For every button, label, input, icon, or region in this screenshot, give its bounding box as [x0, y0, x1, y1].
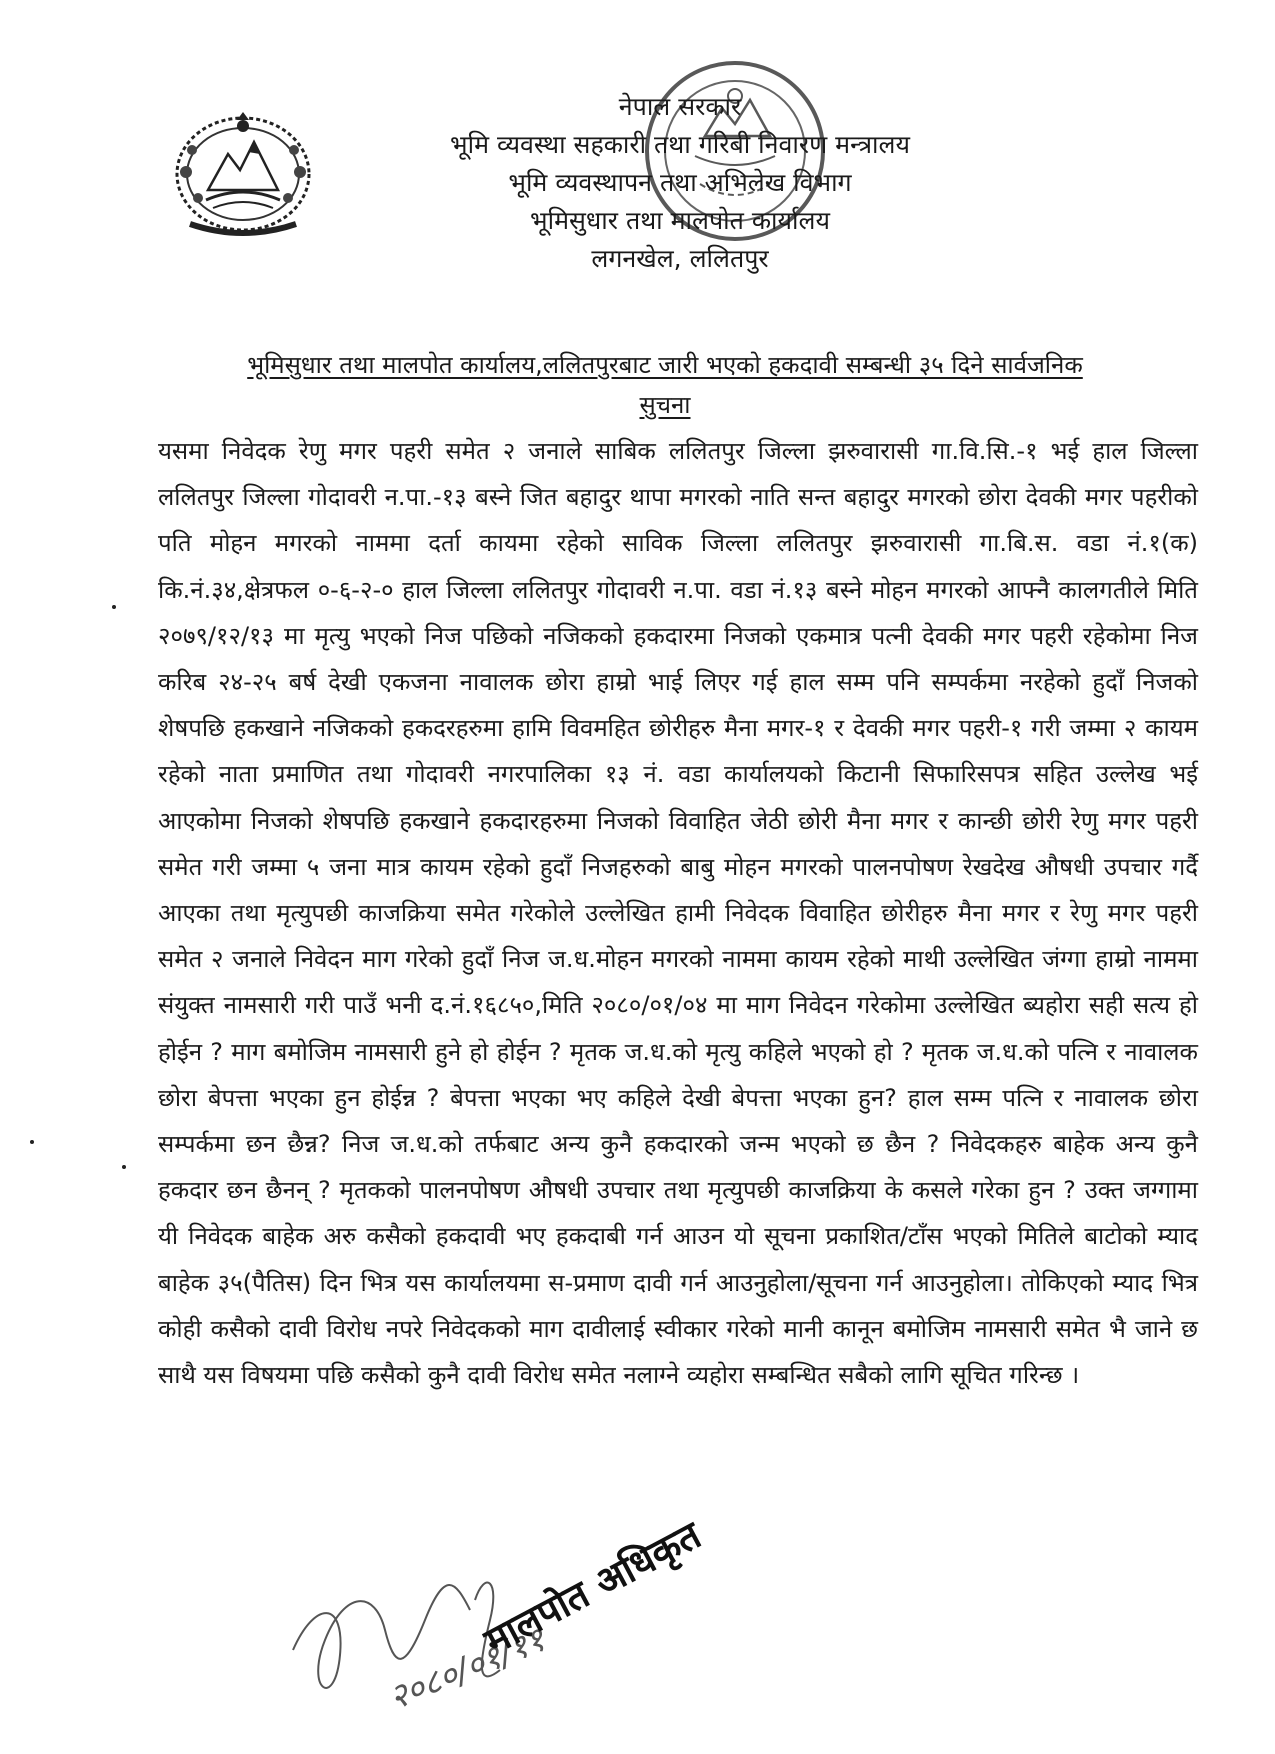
ministry-name: भूमि व्यवस्था सहकारी तथा गरिबी निवारण मन्त्रालय: [450, 130, 910, 159]
scan-speck: [122, 1165, 126, 1169]
notice-body: [158, 428, 1198, 1398]
notice-title: [150, 345, 1180, 425]
notice-title-line2: सुचना: [639, 391, 691, 419]
department-name: भूमि व्यवस्थापन तथा अभिलेख विभाग: [508, 168, 852, 197]
scan-speck: [30, 1140, 34, 1144]
scan-speck: [112, 605, 116, 609]
notice-title-line1: भूमिसुधार तथा मालपोत कार्यालय,ललितपुरबाट जारी भएको हकदावी सम्बन्धी ३५ दिने सार्वजनिक: [247, 351, 1083, 379]
country-name: नेपाल सरकार: [618, 92, 742, 121]
office-name: भूमिसुधार तथा मालपोत कार्यालय: [530, 206, 830, 235]
office-location: लगनखेल, ललितपुर: [591, 244, 769, 273]
notice-body-paragraph: यसमा निवेदक रेणु मगर पहरी समेत २ जनाले साबिक ललितपुर जिल्ला झरुवारासी गा.वि.सि.-१ भई हाल जिल्ला ललितपुर जिल्ला गोदावरी न.पा.-१३ बस्ने जित बहादुर थापा मगरको नाति सन्त बहादुर मगरको छोरा देवकी मगर पहरीको पति मोहन मगरको नाममा दर्ता कायमा रहेको साविक जिल्ला ललितपुर झरुवारासी गा.बि.स. वडा नं.१(क) कि.नं.३४,क्षेत्रफल ०-६-२-० हाल जिल्ला ललितपुर गोदावरी न.पा. वडा नं.१३ बस्ने मोहन मगरको आफ्नै कालगतीले मिति २०७९/१२/१३ मा मृत्यु भएको निज पछिको नजिकको हकदारमा निजको एकमात्र पत्नी देवकी मगर पहरी रहेकोमा निज करिब २४-२५ बर्ष देखी एकजना नावालक छोरा हाम्रो भाई लिएर गई हाल सम्म पनि सम्पर्कमा नरहेको हुदाँ निजको शेषपछि हकखाने नजिकको हकदरहरुमा हामि विवमहित छोरीहरु मैना मगर-१ र देवकी मगर पहरी-१ गरी जम्मा २ कायम रहेको नाता प्रमाणित तथा गोदावरी नगरपालिका १३ नं. वडा कार्यालयको किटानी सिफारिसपत्र सहित उल्लेख भई आएकोमा निजको शेषपछि हकखाने हकदारहरुमा निजको विवाहित जेठी छोरी मैना मगर र कान्छी छोरी रेणु मगर पहरी समेत गरी जम्मा ५ जना मात्र कायम रहेको हुदाँ निजहरुको बाबु मोहन मगरको पालनपोषण रेखदेख औषधी उपचार गर्दै आएका तथा मृत्युपछी काजक्रिया समेत गरेकोले उल्लेखित हामी निवेदक विवाहित छोरीहरु मैना मगर र रेणु मगर पहरी समेत २ जनाले निवेदन माग गरेको हुदाँ निज ज.ध.मोहन मगरको नाममा कायम रहेको माथी उल्लेखित जंग्गा हाम्रो नाममा संयुक्त नामसारी गरी पाउँ भनी द.नं.१६८५०,मिति २०८०/०१/०४ मा माग निवेदन गरेकोमा उल्लेखित ब्यहोरा सही सत्य हो होईन ? माग बमोजिम नामसारी हुने हो होईन ? मृतक ज.ध.को मृत्यु कहिले भएको हो ? मृतक ज.ध.को पत्नि र नावालक छोरा बेपत्ता भएका हुन होईन्न ? बेपत्ता भएका भए कहिले देखी बेपत्ता भएका हुन? हाल सम्म पत्नि र नावालक छोरा सम्पर्कमा छन छैन्न? निज ज.ध.को तर्फबाट अन्य कुनै हकदारको जन्म भएको छ छैन ? निवेदकहरु बाहेक अन्य कुनै हकदार छन छैनन् ? मृतकको पालनपोषण औषधी उपचार तथा मृत्युपछी काजक्रिया के कसले गरेका हुन ? उक्त जग्गामा यी निवेदक बाहेक अरु कसैको हकदावी भए हकदाबी गर्न आउन यो सूचना प्रकाशित/टाँस भएको मितिले बाटोको म्याद बाहेक ३५(पैतिस) दिन भित्र यस कार्यालयमा स-प्रमाण दावी गर्न आउनुहोला/सूचना गर्न आउनुहोला। तोकिएको म्याद भित्र कोही कसैको दावी विरोध नपरे निवेदकको माग दावीलाई स्वीकार गरेको मानी कानून बमोजिम नामसारी समेत भै जाने छ साथै यस विषयमा पछि कसैको कुनै दावी विरोध समेत नलाग्ने व्यहोरा सम्बन्धित सबैको लागि सूचित गरिन्छ ।: [158, 437, 1198, 1390]
officer-title-stamp: मालपोत अधिकृत: [477, 1512, 708, 1664]
letterhead: [330, 88, 1030, 278]
nepal-emblem-icon: [168, 112, 318, 242]
signature-date: २०८०/०१/११: [383, 1619, 551, 1719]
